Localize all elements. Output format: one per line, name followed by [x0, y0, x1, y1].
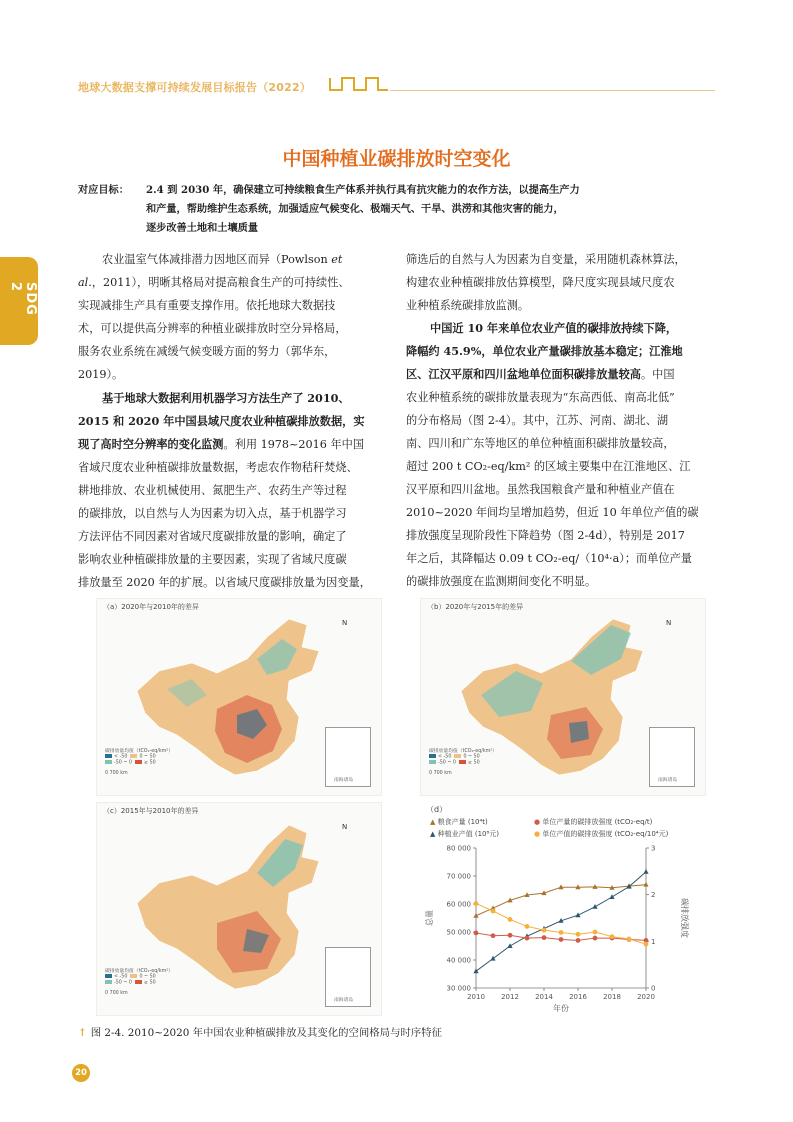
data-point	[474, 931, 479, 936]
y-axis-label-right: 碳排放强度	[680, 898, 689, 938]
sdg-tab	[0, 257, 38, 345]
x-tick-label: 2014	[535, 993, 553, 1001]
x-tick-label: 2018	[603, 993, 621, 1001]
north-arrow: N	[666, 619, 672, 627]
south-china-sea-inset: 南海诸岛	[325, 727, 371, 787]
data-point	[491, 909, 496, 914]
chart-panel-d	[420, 802, 704, 1014]
data-point	[644, 942, 649, 947]
header-ornament	[328, 76, 390, 92]
x-tick-label: 2016	[569, 993, 587, 1001]
header-rule	[390, 90, 715, 91]
text-line: 服务农业系统在减缓气候变暖方面的努力（郭华东，	[78, 345, 336, 358]
data-point	[508, 917, 513, 922]
data-point	[592, 904, 597, 909]
text-line: 排放强度呈现阶段性下降趋势（图 2-4d），特别是 2017	[406, 529, 685, 542]
map-label: （b）2020年与2015年的差异	[427, 603, 524, 611]
data-point	[576, 938, 581, 943]
x-tick-label: 2010	[467, 993, 485, 1001]
page-title: 中国种植业碳排放时空变化	[282, 148, 511, 170]
y-tick-label: 40 000	[446, 956, 471, 965]
x-tick-label: 2012	[501, 993, 519, 1001]
data-point	[559, 937, 564, 942]
y-tick-label: 80 000	[446, 844, 471, 853]
map-panel-b	[420, 598, 706, 796]
map-legend: 碳排放量均值（tCO₂-eq/km²） < -50 0 ~ 50 -50 ~ 0 ≥ 50 0 700 km	[429, 749, 498, 776]
data-point	[525, 924, 530, 929]
chart-legend-item: ▲ 粮食产量 (10⁴t)	[430, 818, 488, 826]
goal-line: 和产量，帮助维护生态系统，加强适应气候变化、极端天气、干旱、洪涝和其他灾害的能力，	[146, 203, 564, 215]
y-tick-label-right: 3	[651, 844, 656, 853]
legend-title: 碳排放量均值（tCO₂-eq/km²）	[105, 969, 174, 974]
y-tick-label: 30 000	[446, 984, 471, 993]
goal-line: 逐步改善土地和土壤质量	[146, 222, 259, 234]
chart-legend-item: ▲ 种植业产值 (10⁸元)	[430, 830, 500, 838]
scale-bar: 0 700 km	[105, 771, 128, 776]
text-line: 降幅约 45.9%，单位农业产量碳排放基本稳定；江淮地	[406, 344, 683, 358]
data-point	[542, 935, 547, 940]
text-line: 的碳排放强度在监测期间变化不明显。	[406, 575, 597, 588]
text-line: 基于地球大数据利用机器学习方法生产了 2010、	[102, 391, 350, 405]
south-china-sea-inset: 南海诸岛	[649, 727, 695, 787]
map-label: （a）2020年与2010年的差异	[103, 603, 199, 611]
text-line: 术，可以提供高分辨率的种植业碳排放时空分异格局，	[78, 322, 347, 335]
line-chart	[420, 802, 704, 1014]
y-tick-label: 60 000	[446, 900, 471, 909]
data-point	[593, 930, 598, 935]
text-line: 超过 200 t CO₂-eq/km² 的区域主要集中在江淮地区、江	[406, 460, 691, 473]
text-line: 中国近 10 年来单位农业产值的碳排放持续下降，	[430, 321, 678, 335]
data-point	[473, 968, 478, 973]
data-point	[525, 936, 530, 941]
text-line: 区、江汉平原和四川盆地单位面积碳排放量较高。中国	[406, 367, 675, 381]
series-line-0	[476, 885, 646, 916]
running-header: 地球大数据支撑可持续发展目标报告（2022）	[78, 81, 312, 94]
text-line: 汉平原和四川盆地。虽然我国粮食产量和种植业产值在	[406, 483, 675, 496]
data-point	[491, 933, 496, 938]
goal-label: 对应目标：	[78, 184, 129, 196]
goal-line: 2.4 到 2030 年，确保建立可持续粮食生产体系并执行具有抗灾能力的农作方法，以提高生产力	[146, 184, 580, 196]
y-axis-label-left: 总量	[425, 910, 434, 926]
north-arrow: N	[342, 823, 348, 831]
sdg-tab-label: SDG 2	[8, 282, 38, 316]
text-line: 构建农业种植碳排放估算模型，降尺度实现县域尺度农	[406, 276, 675, 289]
map-legend: 碳排放量均值（tCO₂-eq/km²） < -50 0 ~ 50 -50 ~ 0 ≥ 50 0 700 km	[105, 969, 174, 996]
data-point	[643, 869, 648, 874]
text-line: 现了高时空分辨率的变化监测。利用 1978~2016 年中国	[78, 437, 365, 451]
x-tick-label: 2020	[637, 993, 655, 1001]
data-point	[576, 932, 581, 937]
y-tick-label: 70 000	[446, 872, 471, 881]
text-line: 省域尺度农业种植碳排放量数据，考虑农作物秸秆焚烧、	[78, 461, 358, 474]
chart-legend-item: ● 单位产量的碳排放强度 (tCO₂-eq/t)	[534, 818, 653, 826]
data-point	[593, 936, 598, 941]
y-tick-label: 50 000	[446, 928, 471, 937]
data-point	[610, 934, 615, 939]
scale-bar: 0 700 km	[105, 991, 128, 996]
scale-bar: 0 700 km	[429, 771, 452, 776]
data-point	[507, 943, 512, 948]
map-label: （c）2015年与2010年的差异	[103, 807, 199, 815]
text-line: 2010~2020 年间均呈增加趋势，但近 10 年单位产值的碳	[406, 506, 699, 519]
data-point	[643, 882, 648, 887]
text-line: 影响农业种植碳排放量的主要因素，实现了省域尺度碳	[78, 553, 347, 566]
page-number: 20	[72, 1064, 90, 1082]
y-tick-label-right: 0	[651, 984, 656, 993]
text-line: 方法评估不同因素对省域尺度碳排放量的影响，确定了	[78, 530, 347, 543]
data-point	[490, 956, 495, 961]
italic-et: et	[331, 253, 343, 266]
north-arrow: N	[342, 619, 348, 627]
text-line: 的分布格局（图 2-4）。其中，江苏、河南、湖北、湖	[406, 414, 669, 427]
text-line: 筛选后的自然与人为因素为自变量，采用随机森林算法，	[406, 253, 686, 266]
text-line: 实现减排生产具有重要支撑作用。依托地球大数据技	[78, 299, 336, 312]
text-line: 南、四川和广东等地区的单位种植面积碳排放量较高，	[406, 437, 675, 450]
data-point	[508, 933, 513, 938]
map-panel-a	[96, 598, 382, 796]
south-china-sea-inset: 南海诸岛	[325, 947, 371, 1007]
y-tick-label-right: 1	[651, 937, 656, 946]
text-line: 排放量至 2020 年的扩展。以省域尺度碳排放量为因变量，	[78, 576, 371, 589]
text-line: al.，2011），明晰其格局对提高粮食生产的可持续性、	[78, 276, 350, 289]
x-axis-label: 年份	[553, 1004, 569, 1013]
legend-title: 碳排放量均值（tCO₂-eq/km²）	[429, 749, 498, 754]
caption-arrow-icon: ↑	[78, 1027, 87, 1039]
chart-label: （d）	[426, 805, 448, 814]
data-point	[474, 901, 479, 906]
y-tick-label-right: 2	[651, 891, 656, 900]
text-line: 的碳排放，以自然与人为因素为切入点，基于机器学习	[78, 507, 347, 520]
data-point	[609, 894, 614, 899]
chart-legend-item: ● 单位产值的碳排放强度 (tCO₂-eq/10⁴元)	[534, 830, 669, 838]
data-point	[627, 937, 632, 942]
text-line: 农业种植系统的碳排放量表现为“东高西低、南高北低”	[406, 391, 675, 404]
italic-al: al.	[78, 276, 92, 289]
text-line: 农业温室气体减排潜力因地区而异（Powlson et	[102, 253, 343, 266]
map-panel-c	[96, 802, 382, 1016]
data-point	[559, 930, 564, 935]
text-line: 年之后，其降幅达 0.09 t CO₂-eq/（10⁴·a）；而单位产量	[406, 552, 692, 565]
figure-caption: ↑ 图 2-4. 2010~2020 年中国农业种植碳排放及其变化的空间格局与时序特征	[78, 1027, 443, 1039]
text-line: 2015 和 2020 年中国县域尺度农业种植碳排放数据，实	[78, 414, 365, 428]
text-line: 耕地排放、农业机械使用、氮肥生产、农药生产等过程	[78, 484, 347, 497]
text-line: 业种植系统碳排放监测。	[406, 299, 530, 312]
map-legend: 碳排放量均值（tCO₂-eq/km²） < -50 0 ~ 50 -50 ~ 0 ≥ 50 0 700 km	[105, 749, 174, 776]
text-line: 2019）。	[78, 368, 124, 381]
data-point	[542, 928, 547, 933]
legend-title: 碳排放量均值（tCO₂-eq/km²）	[105, 749, 174, 754]
